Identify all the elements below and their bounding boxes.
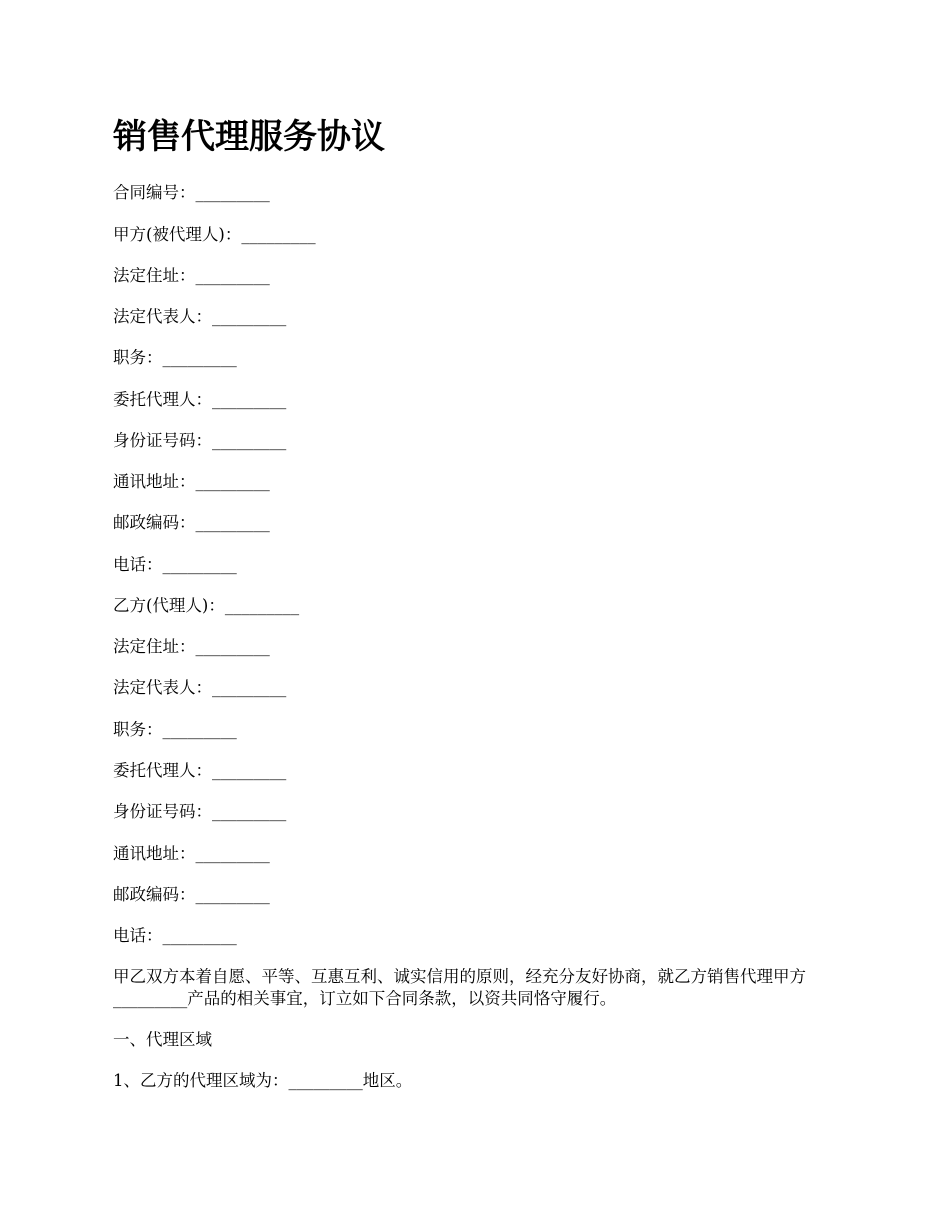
field-party-b-mailing-address: 通讯地址：_________: [113, 844, 270, 863]
field-party-a-phone: 电话：_________: [113, 555, 237, 574]
field-party-b: 乙方(代理人)：_________: [113, 596, 300, 615]
document-title: 销售代理服务协议: [113, 117, 385, 157]
field-party-b-agent: 委托代理人：_________: [113, 761, 287, 780]
section-heading-agency-region: 一、代理区域: [113, 1030, 212, 1049]
field-party-b-position: 职务：_________: [113, 720, 237, 739]
field-party-a-agent: 委托代理人：_________: [113, 390, 287, 409]
field-party-b-phone: 电话：_________: [113, 926, 237, 945]
field-party-a-legal-rep: 法定代表人：_________: [113, 307, 287, 326]
clause-agency-region: 1、乙方的代理区域为：_________地区。: [113, 1071, 413, 1090]
intro-paragraph: 甲乙双方本着自愿、平等、互惠互利、诚实信用的原则，经充分友好协商，就乙方销售代理甲方_________产品的相关事宜，订立如下合同条款，以资共同恪守履行。: [113, 967, 806, 1008]
field-party-b-address: 法定住址：_________: [113, 637, 270, 656]
field-party-a-position: 职务：_________: [113, 348, 237, 367]
field-party-a-address: 法定住址：_________: [113, 266, 270, 285]
field-party-b-id-number: 身份证号码：_________: [113, 802, 287, 821]
field-contract-number: 合同编号：_________: [113, 183, 270, 202]
field-party-b-postal-code: 邮政编码：_________: [113, 885, 270, 904]
field-party-a-id-number: 身份证号码：_________: [113, 431, 287, 450]
field-party-b-legal-rep: 法定代表人：_________: [113, 678, 287, 697]
field-party-a-postal-code: 邮政编码：_________: [113, 513, 270, 532]
field-party-a-mailing-address: 通讯地址：_________: [113, 472, 270, 491]
field-party-a: 甲方(被代理人)：_________: [113, 225, 316, 244]
